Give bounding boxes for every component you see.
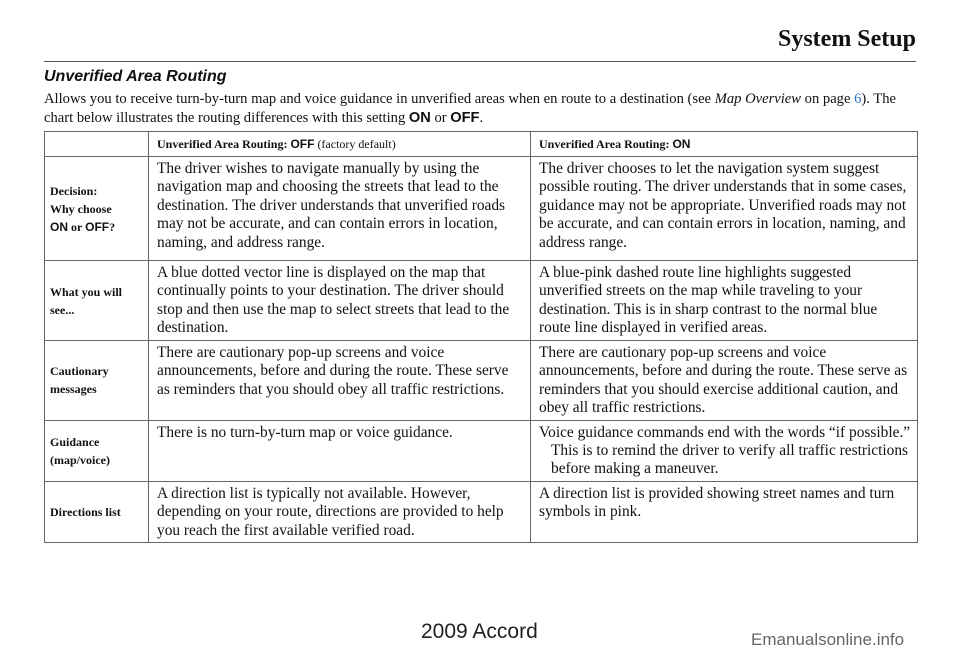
cautionary-off-cell: There are cautionary pop-up screens and voice announcements, before and during the route. These serve as reminders that you should obey all traffic restrictions. [149,341,531,421]
decision-off-cell: The driver wishes to navigate manually by using the navigation map and choosing the streets that lead to the destination. The driver understands that unverified roads may not be accurate, and can contain errors in location, naming, and address range. [149,157,531,261]
row-label-q: ? [109,219,116,234]
row-label-what-you-will-see [45,261,149,341]
decision-on-cell: The driver chooses to let the navigation system suggest possible routing. The driver understands that in some cases, guidance may not be appropriate. Unverified roads may not be accurate, and can contain errors in location, naming, and address range. [531,157,918,261]
page-subtitle: Unverified Area Routing [44,68,227,85]
row-label-on: ON [50,219,68,234]
see-off-cell: A blue dotted vector line is displayed on the map that continually points to your destination. The driver should stop and then use the map to select streets that lead to the destination. [149,261,531,341]
table-row-directions-list [45,481,918,542]
row-label-or: or [68,219,86,234]
routing-comparison-table [44,131,918,543]
header-rule [44,61,916,62]
table-header-row [45,132,918,157]
row-label-line: see... [50,302,75,317]
row-label-cautionary-messages [45,341,149,421]
intro-text-5: . [479,110,484,126]
col-off-note: (factory default) [314,137,396,151]
row-label-line: What you will [50,284,123,299]
col-off-label: Unverified Area Routing: [157,137,291,151]
guidance-off-cell: There is no turn-by-turn map or voice guidance. [149,420,531,481]
intro-on: ON [408,110,431,126]
intro-off: OFF [450,110,480,126]
intro-text-4: or [430,110,451,126]
row-label-guidance [45,420,149,481]
see-on-cell: A blue-pink dashed route line highlights suggested unverified streets on the map while traveling to your destination. This is in sharp contrast to the normal blue route line displayed in verified areas. [531,261,918,341]
table-row-what-you-will-see [45,261,918,341]
directions-on-cell: A direction list is provided showing street names and turn symbols in pink. [531,481,918,542]
watermark-accord: 2009 Accord [421,620,538,643]
cautionary-on-cell: There are cautionary pop-up screens and voice announcements, before and during the route. These serve as reminders that you should exercise additional caution, and obey all traffic restrictions. [531,341,918,421]
col-off-value: OFF [290,137,315,151]
row-label-line: messages [50,382,97,397]
section-title: System Setup [777,26,916,52]
guidance-on-cell [531,420,918,481]
map-overview-reference: Map Overview [714,91,802,107]
table-row-guidance [45,420,918,481]
row-label-line: Why choose [50,201,112,216]
intro-text-2: on page [801,91,855,107]
page-6-link[interactable]: 6 [854,91,862,107]
directions-off-cell: A direction list is typically not available. However, depending on your route, directions are provided to help you reach the first available verified road. [149,481,531,542]
guidance-on-text: Voice guidance commands end with the words “if possible.” This is to remind the driver to verify all traffic restrictions before making a maneuver. [539,423,911,478]
col-header-on [531,132,918,157]
row-label-line: Decision: [50,183,98,198]
row-label-line: (map/voice) [50,452,110,467]
table-row-decision [45,157,918,261]
row-label-line: Cautionary [50,364,109,379]
col-header-off [149,132,531,157]
intro-text-1: Allows you to receive turn-by-turn map and voice guidance in unverified areas when en route to a destination (see [44,91,715,107]
row-label-directions-list: Directions list [45,481,149,542]
col-on-value: ON [672,137,691,151]
row-label-line: Guidance [50,434,100,449]
watermark-site: Emanualsonline.info [751,630,905,649]
row-label-header [45,132,149,157]
intro-text-3: ). The chart below illustrates the routing differences with this setting [44,91,896,126]
intro-paragraph [44,90,918,128]
table-row-cautionary-messages [45,341,918,421]
row-label-off: OFF [85,219,110,234]
row-label-decision [45,157,149,261]
col-on-label: Unverified Area Routing: [539,137,673,151]
